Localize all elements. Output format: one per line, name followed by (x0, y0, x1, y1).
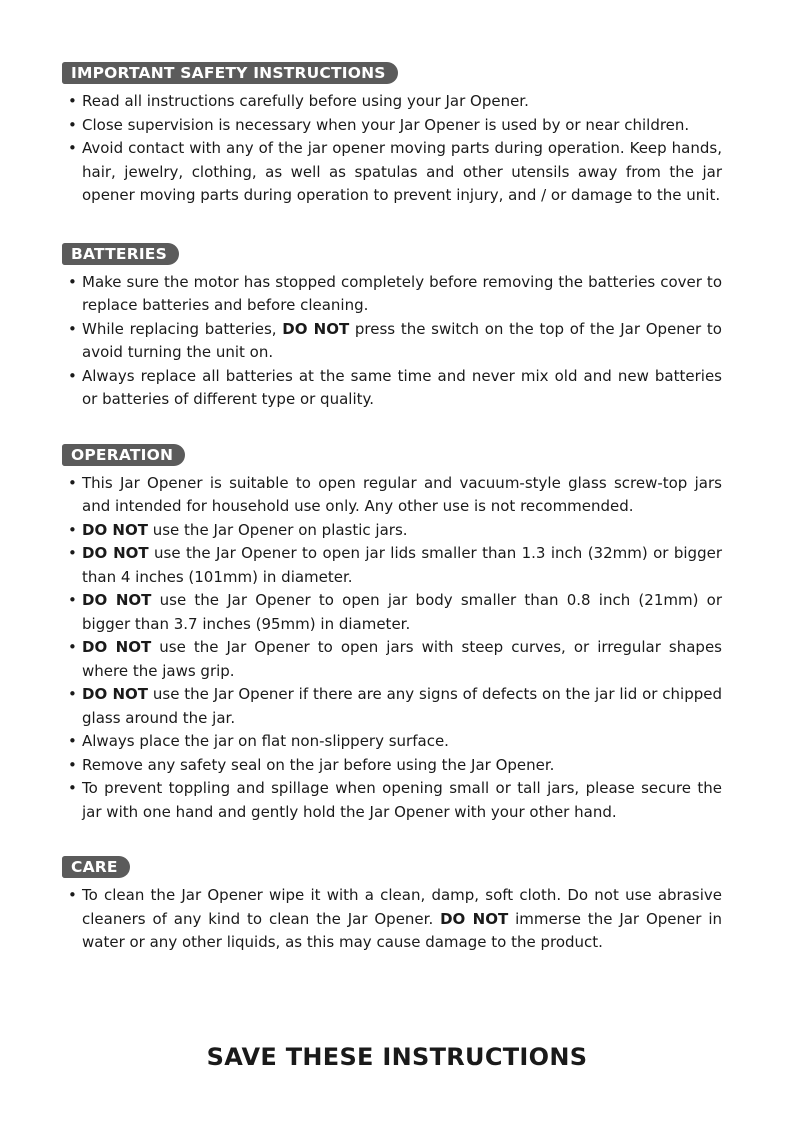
do-not-emphasis: DO NOT (82, 685, 149, 703)
operation-list (62, 472, 722, 825)
batteries-heading: BATTERIES (62, 243, 179, 265)
manual-page (62, 62, 722, 955)
do-not-emphasis: DO NOT (82, 638, 152, 656)
safety-list (62, 90, 722, 208)
do-not-emphasis: DO NOT (82, 544, 149, 562)
care-section (62, 856, 722, 955)
operation-item (62, 519, 722, 543)
safety-section (62, 62, 722, 208)
care-item (62, 884, 722, 955)
operation-item: • Always place the jar on flat non-slippery surface. (62, 730, 722, 754)
operation-heading: OPERATION (62, 444, 185, 466)
batteries-section (62, 243, 722, 412)
operation-item: • To prevent toppling and spillage when opening small or tall jars, please secure the jar with one hand and gently hold the Jar Opener with your other hand. (62, 777, 722, 824)
batteries-item: • Always replace all batteries at the same time and never mix old and new batteries or batteries of different type or quality. (62, 365, 722, 412)
safety-item: • Close supervision is necessary when your Jar Opener is used by or near children. (62, 114, 722, 138)
operation-item (62, 589, 722, 636)
do-not-emphasis: DO NOT (440, 909, 509, 928)
care-item-text: immerse the Jar Opener in water or any other liquids, as this may cause damage to the product. (82, 909, 723, 951)
safety-item: • Avoid contact with any of the jar opener moving parts during operation. Keep hands, hair, jewelry, clothing, as well as spatulas and other utensils away from the jar opener moving parts during operation to prevent injury, and / or damage to the unit. (62, 137, 722, 208)
operation-item-text: use the Jar Opener to open jars with steep curves, or irregular shapes where the jaws grip. (82, 638, 722, 680)
operation-item: • This Jar Opener is suitable to open regular and vacuum-style glass screw-top jars and intended for household use only. Any other use is not recommended. (62, 472, 722, 519)
batteries-item (62, 318, 722, 365)
operation-item (62, 542, 722, 589)
operation-item-text: use the Jar Opener if there are any signs of defects on the jar lid or chipped glass around the jar. (82, 685, 722, 727)
save-instructions-title: SAVE THESE INSTRUCTIONS (206, 1043, 588, 1071)
care-heading: CARE (62, 856, 130, 878)
safety-heading: IMPORTANT SAFETY INSTRUCTIONS (62, 62, 398, 84)
care-item-text: To clean the Jar Opener wipe it with a clean, damp, soft cloth. Do not use abrasive cleaners of any kind to clean the Jar Opener. (82, 886, 722, 928)
operation-item (62, 636, 722, 683)
batteries-item: • Make sure the motor has stopped completely before removing the batteries cover to replace batteries and before cleaning. (62, 271, 722, 318)
batteries-list (62, 271, 722, 412)
operation-item-text: use the Jar Opener to open jar lids smaller than 1.3 inch (32mm) or bigger than 4 inches (101mm) in diameter. (82, 544, 723, 586)
operation-section (62, 444, 722, 825)
operation-item: • Remove any safety seal on the jar before using the Jar Opener. (62, 754, 722, 778)
operation-item (62, 683, 722, 730)
do-not-emphasis: DO NOT (82, 520, 148, 539)
operation-item-text: use the Jar Opener on plastic jars. (147, 520, 408, 539)
do-not-emphasis: DO NOT (282, 319, 350, 338)
care-list (62, 884, 722, 955)
batteries-item-text: While replacing batteries, (82, 319, 283, 338)
safety-item: • Read all instructions carefully before using your Jar Opener. (62, 90, 722, 114)
do-not-emphasis: DO NOT (82, 591, 152, 609)
batteries-item-text: press the switch on the top of the Jar Opener to avoid turning the unit on. (82, 319, 722, 361)
operation-item-text: use the Jar Opener to open jar body smaller than 0.8 inch (21mm) or bigger than 3.7 inches (95mm) in diameter. (82, 591, 723, 633)
